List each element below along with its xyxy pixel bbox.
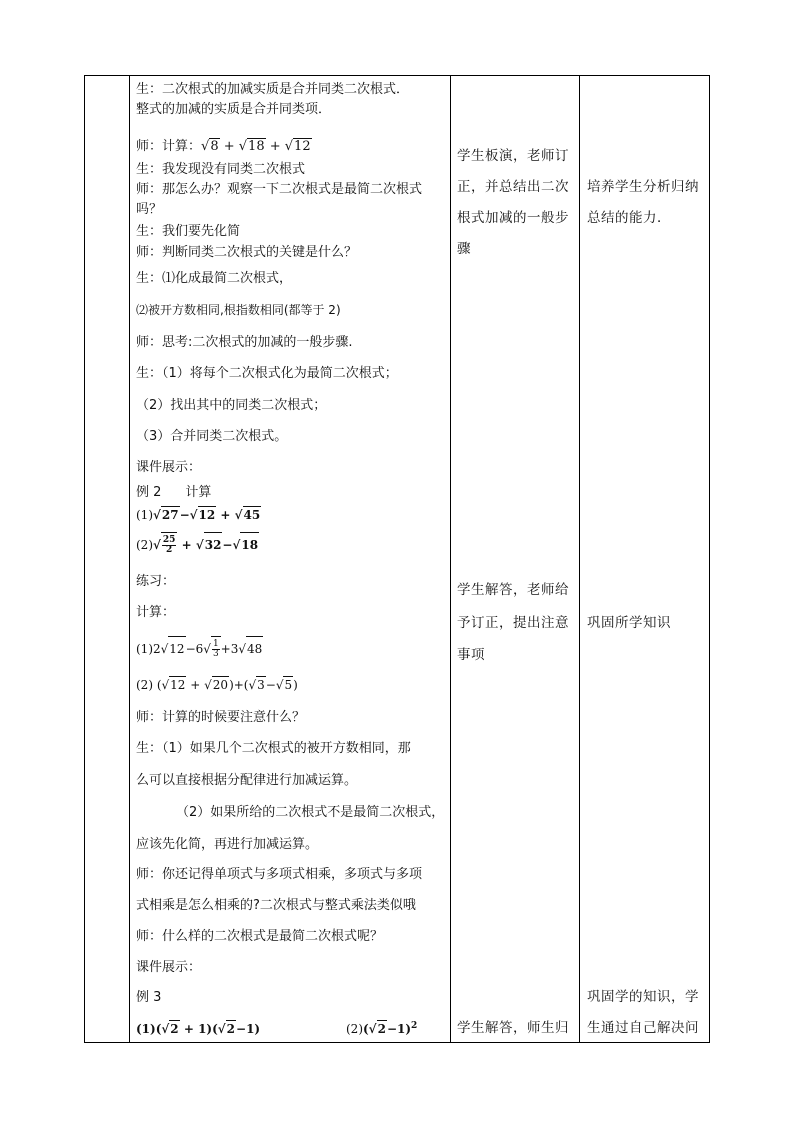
math-expression: (2) (√12 + √20)+(√3−√5) [136,678,298,692]
text-line: 生：二次根式的加减实质是合并同类二次根式． [136,82,410,97]
text-line: 巩固学的知识，学 [587,989,699,1005]
text-line: 予订正，提出注意 [457,615,569,631]
text-line: 生：（1）如果几个二次根式的被开方数相同，那 [136,741,411,756]
teaching-process-cell [136,76,446,1042]
text-line: 师：你还记得单项式与多项式相乘，多项式与多项 [136,867,423,882]
example-heading: 例 2 计算 [136,485,212,500]
text-line: 生：我发现没有同类二次根式 [136,162,306,177]
text-line: （2）找出其中的同类二次根式； [136,398,327,413]
text-line: 生：⑴化成最简二次根式， [136,271,293,286]
text-label: 师：计算： [136,139,202,154]
text-line: 师：判断同类二次根式的关键是什么？ [136,245,358,260]
text-line: 吗？ [136,202,163,217]
text-line: 式相乘是怎么相乘的?二次根式与整式乘法类似哦 [136,898,416,913]
text-line: 师：计算的时候要注意什么？ [136,710,306,725]
text-line: 总结的能力． [587,210,671,226]
text-line: 生：（1）将每个二次根式化为最简二次根式； [136,366,398,381]
text-line: 师：什么样的二次根式是最简二次根式呢？ [136,929,384,944]
example-heading: 例 3 [136,990,162,1005]
lesson-table [84,75,710,1043]
text-line: 练习： [136,574,176,589]
text-line: 培养学生分析归纳 [587,179,699,195]
text-line: 整式的加减的实质是合并同类项． [136,102,332,117]
text-line: 根式加减的一般步 [457,210,569,226]
text-line: 事项 [457,647,485,663]
column-divider [579,76,580,1042]
text-line: （2）如果所给的二次根式不是最简二次根式， [176,805,445,820]
math-expression: (2)√ $\frac{25}{2}$ + √32−√18 [136,532,259,557]
text-line: 应该先化简，再进行加减运算。 [136,837,319,852]
text-line: ⑵被开方数相同,根指数相同(都等于 2) [136,303,341,317]
column-divider [450,76,451,1042]
text-line: 课件展示： [136,960,202,975]
text-line: 学生解答，老师给 [457,582,569,598]
text-line: 学生板演，老师订 [457,148,569,164]
text-line: 课件展示： [136,460,202,475]
text-line: 学生解答，师生归 [457,1020,569,1036]
calc-line [136,138,312,155]
text-line: 师：思考:二次根式的加减的一般步骤. [136,335,353,350]
design-intent-cell [587,76,709,1042]
text-line: 么可以直接根据分配律进行加减运算。 [136,773,358,788]
text-line: 骤 [457,241,471,257]
math-expression: (1)(√2 + 1)(√2−1) [136,1022,261,1036]
text-line: 生：我们要先化简 [136,224,241,239]
math-expression: (1)2√12−6√ $\frac{1}{3}$ +3√48 [136,636,263,661]
text-line: 生通过自己解决问 [587,1020,699,1036]
text-line: 巩固所学知识 [587,615,671,631]
text-line: 计算： [136,605,176,620]
math-expression: (1)√27−√12 + √45 [136,508,261,522]
column-divider [129,76,130,1042]
text-line: 师：那怎么办？观察一下二次根式是最简二次根式 [136,182,423,197]
math-expression: $(2)(√2-1)^2$ [346,1021,418,1036]
text-line: （3）合并同类二次根式。 [136,429,288,444]
student-activity-cell [457,76,577,1042]
math-expression: √8 + √18 + √12 [201,139,311,154]
text-line: 正，并总结出二次 [457,179,569,195]
